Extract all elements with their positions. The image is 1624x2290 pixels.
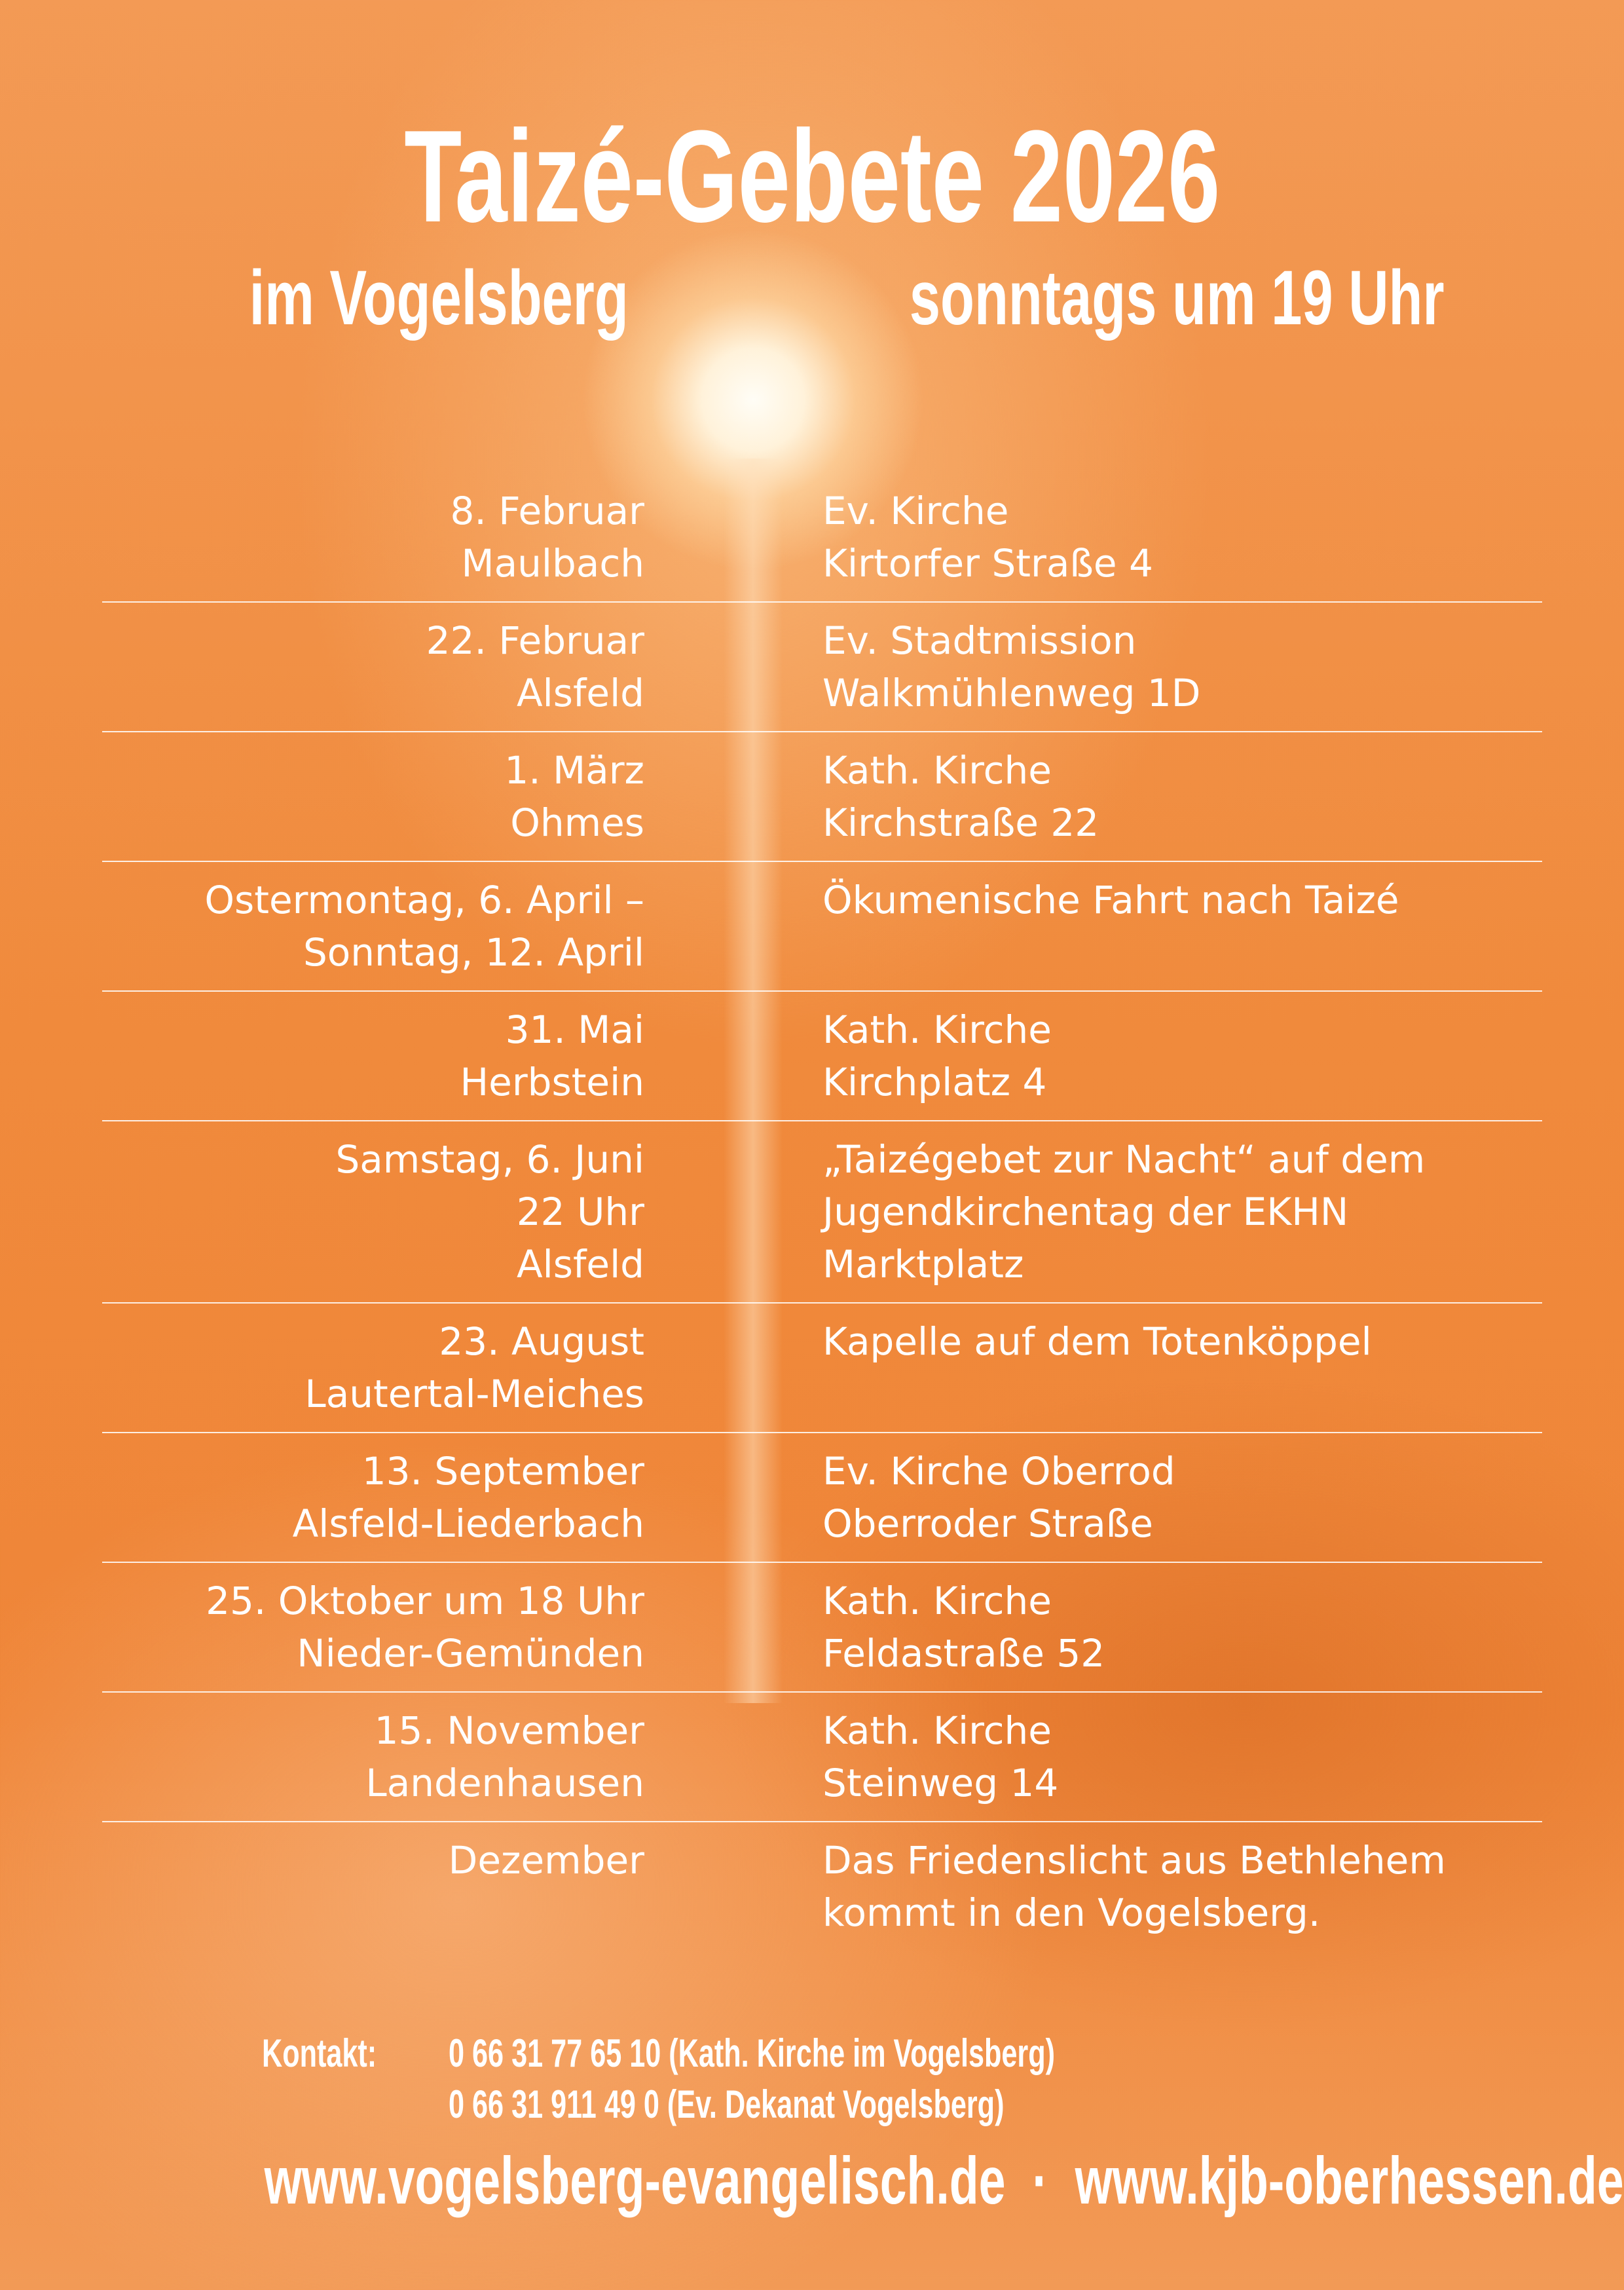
event-row: [102, 862, 1542, 992]
event-where-line: Steinweg 14: [822, 1761, 1059, 1805]
event-venue: [822, 614, 1542, 719]
event-when-line: 8. Februar: [450, 489, 644, 533]
event-where-line: Kirchplatz 4: [822, 1060, 1047, 1104]
event-where-line: Marktplatz: [822, 1242, 1024, 1286]
event-when-line: Alsfeld: [516, 671, 644, 715]
event-venue: [822, 1133, 1542, 1290]
event-row: [102, 1433, 1542, 1563]
event-date-place: [102, 874, 644, 979]
event-when-line: Landenhausen: [365, 1761, 644, 1805]
title-text: Taizé-Gebete 2026: [404, 103, 1220, 250]
event-date-place: [102, 1445, 644, 1550]
event-where-line: kommt in den Vogelsberg.: [822, 1890, 1321, 1935]
event-where-line: Das Friedenslicht aus Bethlehem: [822, 1838, 1446, 1883]
event-when-line: Herbstein: [460, 1060, 644, 1104]
event-where-line: Oberroder Straße: [822, 1501, 1153, 1546]
event-row: [102, 1563, 1542, 1693]
event-where-line: Feldastraße 52: [822, 1631, 1105, 1676]
event-where-line: Kath. Kirche: [822, 1007, 1052, 1052]
event-date-place: [102, 744, 644, 849]
event-date-place: [102, 1575, 644, 1680]
event-row: [102, 1822, 1542, 1951]
contact-label: [262, 2031, 421, 2075]
event-where-line: Ev. Kirche: [822, 489, 1009, 533]
contact-label-text: Kontakt:: [262, 2031, 377, 2075]
website-links: [0, 2142, 1624, 2220]
event-row: [102, 473, 1542, 603]
event-where-line: „Taizégebet zur Nacht“ auf dem: [822, 1137, 1426, 1182]
event-row: [102, 732, 1542, 862]
contact-phone-1-text: 0 66 31 77 65 10 (Kath. Kirche im Vogelsberg): [449, 2031, 1055, 2075]
event-date-place: [102, 614, 644, 719]
event-date-place: [102, 1704, 644, 1809]
contact-phone-1: [449, 2031, 1291, 2075]
event-where-line: Kath. Kirche: [822, 748, 1052, 793]
event-venue: [822, 1575, 1542, 1680]
event-when-line: 15. November: [374, 1708, 644, 1753]
event-when-line: 23. August: [439, 1319, 644, 1364]
website-links-text[interactable]: www.vogelsberg-evangelisch.de · www.kjb-oberhessen.de: [264, 2143, 1624, 2218]
event-when-line: 1. März: [504, 748, 644, 793]
event-row: [102, 992, 1542, 1121]
subtitle-location-text: im Vogelsberg: [249, 255, 629, 341]
event-where-line: Ev. Kirche Oberrod: [822, 1449, 1175, 1493]
event-when-line: Alsfeld: [516, 1242, 644, 1286]
event-where-line: Kapelle auf dem Totenköppel: [822, 1319, 1372, 1364]
event-when-line: Nieder-Gemünden: [297, 1631, 644, 1676]
event-when-line: Ostermontag, 6. April –: [204, 878, 644, 922]
event-where-line: Jugendkirchentag der EKHN: [822, 1190, 1349, 1234]
event-venue: [822, 1004, 1542, 1108]
event-where-line: Kath. Kirche: [822, 1708, 1052, 1753]
event-venue: [822, 1704, 1542, 1809]
event-date-place: [102, 1834, 644, 1939]
event-venue: [822, 1445, 1542, 1550]
event-where-line: Kirtorfer Straße 4: [822, 541, 1153, 586]
event-when-line: Alsfeld-Liederbach: [292, 1501, 644, 1546]
subtitle-time-text: sonntags um 19 Uhr: [909, 255, 1445, 341]
event-date-place: [102, 1315, 644, 1420]
event-row: [102, 1121, 1542, 1304]
event-where-line: Ev. Stadtmission: [822, 618, 1137, 663]
event-venue: [822, 1834, 1542, 1939]
event-when-line: 31. Mai: [505, 1007, 644, 1052]
event-when-line: 25. Oktober um 18 Uhr: [206, 1579, 644, 1623]
event-when-line: Maulbach: [461, 541, 644, 586]
event-venue: [822, 485, 1542, 590]
event-date-place: [102, 485, 644, 590]
event-row: [102, 1304, 1542, 1433]
page-title: [0, 103, 1624, 250]
contact-phone-2: [449, 2082, 1220, 2126]
event-when-line: Dezember: [448, 1838, 644, 1883]
event-venue: [822, 874, 1542, 979]
event-when-line: 22. Februar: [426, 618, 644, 663]
event-venue: [822, 744, 1542, 849]
event-when-line: Sonntag, 12. April: [303, 930, 644, 975]
event-when-line: Lautertal-Meiches: [304, 1372, 644, 1416]
event-date-place: [102, 1004, 644, 1108]
event-when-line: 22 Uhr: [516, 1190, 644, 1234]
event-where-line: Kirchstraße 22: [822, 800, 1099, 845]
event-row: [102, 1693, 1542, 1822]
event-venue: [822, 1315, 1542, 1420]
event-row: [102, 603, 1542, 732]
subtitle-location: [151, 255, 727, 341]
event-when-line: Samstag, 6. Juni: [335, 1137, 644, 1182]
event-where-line: Kath. Kirche: [822, 1579, 1052, 1623]
subtitle-time: [805, 255, 1445, 341]
event-date-place: [102, 1133, 644, 1290]
event-where-line: Walkmühlenweg 1D: [822, 671, 1201, 715]
event-list: [102, 473, 1542, 1951]
event-where-line: Ökumenische Fahrt nach Taizé: [822, 878, 1399, 922]
contact-phone-2-text: 0 66 31 911 49 0 (Ev. Dekanat Vogelsberg): [449, 2082, 1005, 2126]
event-when-line: 13. September: [361, 1449, 644, 1493]
event-when-line: Ohmes: [510, 800, 644, 845]
